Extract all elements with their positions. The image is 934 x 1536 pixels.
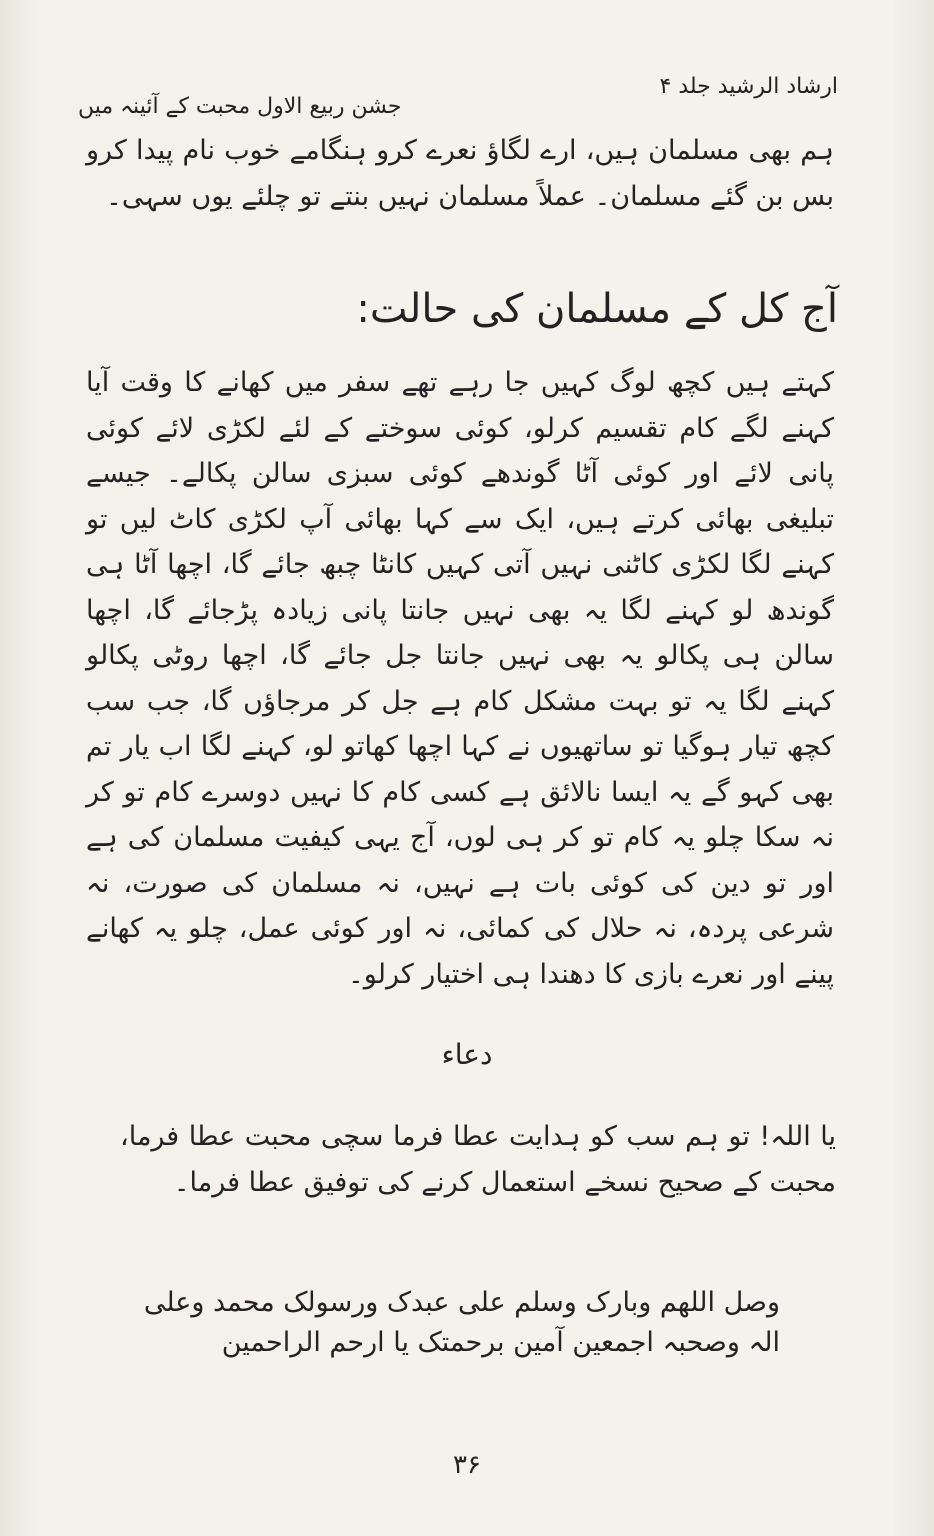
book-title: ارشاد الرشید جلد ۴: [659, 74, 838, 99]
salawat-line: الہ وصحبہ اجمعین آمین برحمتک یا ارحم الراحمین: [221, 1327, 780, 1358]
intro-paragraph: ہم بھی مسلمان ہیں، ارے لگاؤ نعرے کرو ہنگامے خوب نام پیدا کرو بس بن گئے مسلمان۔ عملاً مسلمان نہیں بنتے تو چلئے یوں سہی۔: [86, 135, 834, 212]
section-title: جشن ربیع الاول محبت کے آئینہ میں: [78, 94, 402, 119]
section-heading: آج کل کے مسلمان کی حالت:: [356, 286, 838, 332]
salawat-block: [143, 1283, 780, 1363]
page-header: [78, 72, 838, 132]
page-number: ۳۶: [453, 1450, 481, 1480]
dua-paragraph: یا اللہ! تو ہم سب کو ہدایت عطا فرما سچی محبت عطا فرما، محبت کے صحیح نسخے استعمال کرنے کی توفیق عطا فرما۔: [120, 1121, 836, 1198]
salawat-line: وصل اللھم وبارک وسلم علی عبدک ورسولک محمد وعلی: [143, 1287, 780, 1318]
story-paragraph: کہتے ہیں کچھ لوگ کہیں جا رہے تھے سفر میں کھانے کا وقت آیا کہنے لگے کام تقسیم کرلو، کوئی سوختے کے لئے لکڑی لائے کوئی پانی لائے اور کوئی آٹا گوندھے کوئی سبزی سالن پکالے۔ جیسے تبلیغی بھائی کرتے ہیں، ایک سے کہا بھائی آپ لکڑی کاٹ لیں تو کہنے لگا لکڑی کاٹنی نہیں آتی کہیں کانٹا چبھ جائے گا، اچھا آٹا ہی گوندھ لو کہنے لگا یہ بھی نہیں جانتا پانی زیادہ پڑجائے گا، اچھا سالن ہی پکالو یہ بھی نہیں جانتا جل جائے گا، اچھا روٹی پکالو کہنے لگا یہ تو بہت مشکل کام ہے جل کر مرجاؤں گا، جب سب کچھ تیار ہوگیا تو ساتھیوں نے کہا اچھا کھاتو لو، کہنے لگا اب یار تم بھی کہو گے یہ ایسا نالائق ہے کسی کام کا نہیں دوسرے کام تو کر نہ سکا چلو یہ کام تو کر ہی لوں، آج یہی کیفیت مسلمان کی ہے اور تو دین کی کوئی بات ہے نہیں، نہ مسلمان کی صورت، نہ شرعی پردہ، نہ حلال کی کمائی، نہ اور کوئی عمل، چلو یہ کھانے پینے اور نعرے بازی کا دھندا ہی اختیار کرلو۔: [86, 367, 834, 990]
dua-title: دعاء: [441, 1038, 493, 1071]
